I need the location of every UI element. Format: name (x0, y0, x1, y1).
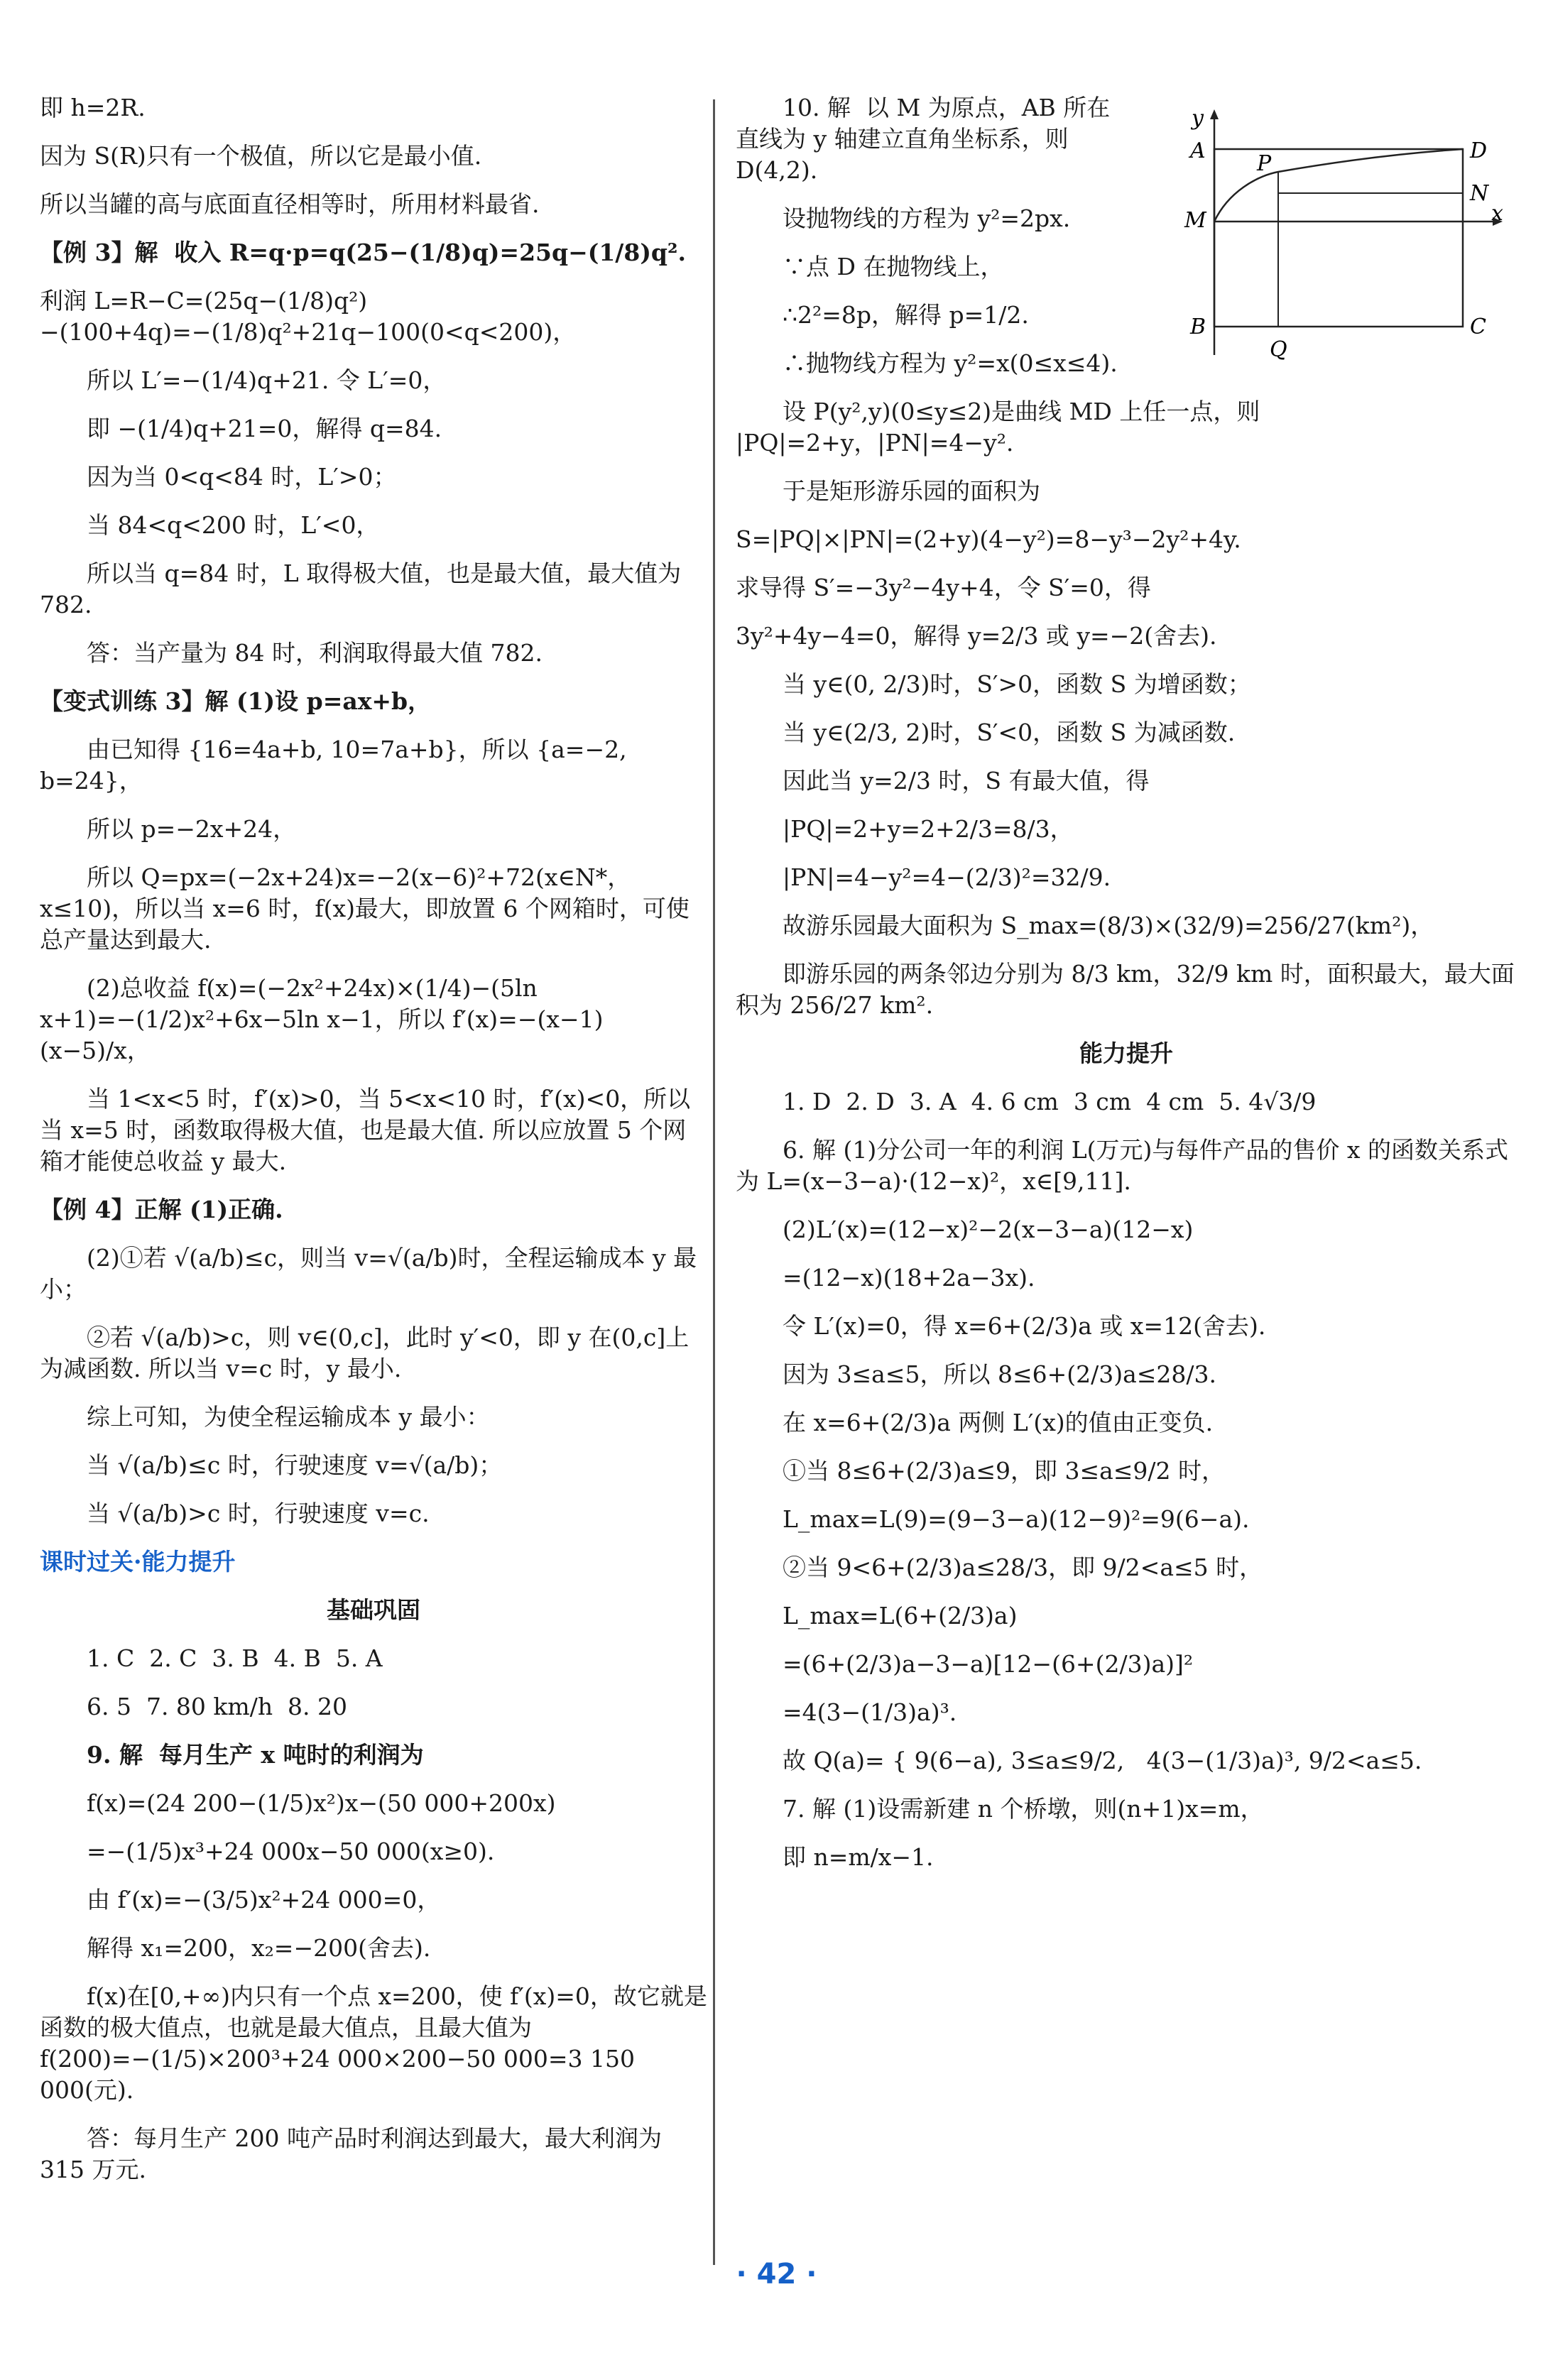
example-3-heading: 【例 3】解 收入 R=q·p=q(25−(1/8)q)=25q−(1/8)q². (40, 239, 686, 266)
text-line: |PN|=4−y²=4−(2/3)²=32/9. (783, 863, 1111, 891)
coordinate-figure (1165, 107, 1505, 369)
text-line: ∴抛物线方程为 y²=x(0≤x≤4). (783, 349, 1118, 377)
rectangle-abcd (1214, 149, 1463, 327)
text-line: ∴2²=8p，解得 p=1/2. (783, 301, 1029, 329)
label-y: y (1192, 107, 1204, 131)
text-line: =4(3−(1/3)a)³. (783, 1698, 957, 1726)
text-line: =(6+(2/3)a−3−a)[12−(6+(2/3)a)]² (783, 1650, 1194, 1678)
text-line: L_max=L(9)=(9−3−a)(12−9)²=9(6−a). (783, 1505, 1250, 1533)
label-b: B (1190, 315, 1206, 339)
answer-list: 6. 5 7. 80 km/h 8. 20 (87, 1693, 348, 1720)
text-line: 由 f′(x)=−(3/5)x²+24 000=0， (87, 1886, 441, 1914)
text-line: 当 √(a/b)>c 时，行驶速度 v=c. (87, 1500, 430, 1527)
text-line: 当 84<q<200 时，L′<0， (87, 511, 380, 539)
text-line: (2)L′(x)=(12−x)²−2(x−3−a)(12−x) (783, 1216, 1194, 1243)
text-line: 即 −(1/4)q+21=0，解得 q=84. (87, 415, 442, 442)
text-line: 因为当 0<q<84 时，L′>0； (87, 463, 397, 491)
page-number: · 42 · (736, 2258, 817, 2291)
text-line: 令 L′(x)=0，得 x=6+(2/3)a 或 x=12(舍去). (783, 1312, 1266, 1340)
text-line: 解得 x₁=200，x₂=−200(舍去). (87, 1934, 431, 1962)
label-m: M (1184, 208, 1206, 233)
subsection-advanced: 能力提升 (1079, 1039, 1173, 1067)
text-line: 答：当产量为 84 时，利润取得最大值 782. (87, 639, 543, 667)
y-axis-arrow (1210, 109, 1219, 119)
label-p: P (1257, 151, 1272, 176)
problem-7-text: 7. 解 (1)设需新建 n 个桥墩，则(n+1)x=m， (783, 1795, 1264, 1823)
text-line: 因此当 y=2/3 时，S 有最大值，得 (783, 767, 1150, 795)
text-line: |PQ|=2+y=2+2/3=8/3， (783, 815, 1074, 843)
example-4-heading: 【例 4】正解 (1)正确. (40, 1196, 283, 1223)
subsection-basic: 基础巩固 (327, 1596, 420, 1624)
text-line: 所以 p=−2x+24， (87, 815, 297, 843)
answer-list: 1. D 2. D 3. A 4. 6 cm 3 cm 4 cm 5. 4√3/9 (783, 1088, 1317, 1115)
text-line: (2)总收益 f(x)=(−2x²+24x)×(1/4)−(5ln x+1)=−(1/2)x²+6x−5ln x−1，所以 f′(x)=−(x−1)(x−5)/x， (40, 974, 604, 1064)
text-line: (2)①若 √(a/b)≤c，则当 v=√(a/b)时，全程运输成本 y 最小； (40, 1244, 697, 1303)
text-line: 当 √(a/b)≤c 时，行驶速度 v=√(a/b)； (87, 1451, 503, 1479)
text-line: f(x)在[0,+∞)内只有一个点 x=200，使 f′(x)=0，故它就是函数的极大值点，也就是最大值点，且最大值为 f(200)=−(1/5)×200³+24 000×200−50 000=3 150 000(元). (40, 1982, 707, 2104)
answer-list: 1. C 2. C 3. B 4. B 5. A (87, 1644, 383, 1672)
label-d: D (1470, 138, 1488, 163)
problem-9-heading: 9. 解 每月生产 x 吨时的利润为 (87, 1741, 424, 1769)
text-line: 所以 L′=−(1/4)q+21. 令 L′=0， (87, 366, 447, 394)
text-line: 当 y∈(0, 2/3)时，S′>0，函数 S 为增函数； (783, 670, 1251, 698)
text-line: 故游乐园最大面积为 S_max=(8/3)×(32/9)=256/27(km²)， (783, 912, 1434, 939)
text-line: 当 1<x<5 时，f′(x)>0，当 5<x<10 时，f′(x)<0，所以当 x=5 时，函数取得极大值，也是最大值. 所以应放置 5 个网箱才能使总收益 y 最大. (40, 1085, 691, 1175)
text-line: S=|PQ|×|PN|=(2+y)(4−y²)=8−y³−2y²+4y. (736, 525, 1241, 553)
text-line: 所以 Q=px=(−2x+24)x=−2(x−6)²+72(x∈N*，x≤10)，所以当 x=6 时，f(x)最大，即放置 6 个网箱时，可使总产量达到最大. (40, 863, 690, 954)
text-line: ②若 √(a/b)>c，则 v∈(0,c]，此时 y′<0，即 y 在(0,c]上为减函数. 所以当 v=c 时，y 最小. (40, 1323, 690, 1382)
problem-6-text: 6. 解 (1)分公司一年的利润 L(万元)与每件产品的售价 x 的函数关系式为 L=(x−3−a)·(12−x)²，x∈[9,11]. (736, 1136, 1508, 1195)
section-title: 课时过关·能力提升 (40, 1548, 236, 1576)
left-column (40, 92, 707, 2202)
label-n: N (1470, 181, 1489, 206)
text-line: 因为 S(R)只有一个极值，所以它是最小值. (40, 142, 482, 170)
text-line: 利润 L=R−C=(25q−(1/8)q²)−(100+4q)=−(1/8)q²+21q−100(0<q<200)， (40, 287, 577, 346)
text-line: 在 x=6+(2/3)a 两侧 L′(x)的值由正变负. (783, 1409, 1214, 1436)
text-line: L_max=L(6+(2/3)a) (783, 1602, 1018, 1630)
text-line: 答：每月生产 200 吨产品时利润达到最大，最大利润为 315 万元. (40, 2124, 670, 2183)
text-line: 综上可知，为使全程运输成本 y 最小： (87, 1403, 490, 1431)
text-line: ②当 9<6+(2/3)a≤28/3，即 9/2<a≤5 时， (783, 1554, 1263, 1581)
label-c: C (1470, 315, 1486, 339)
column-divider (713, 99, 715, 2265)
text-line: 即 n=m/x−1. (783, 1843, 934, 1871)
text-line: =(12−x)(18+2a−3x). (783, 1264, 1035, 1292)
parabola-md (1214, 149, 1463, 222)
text-line: 设 P(y²,y)(0≤y≤2)是曲线 MD 上任一点，则 |PQ|=2+y，|PN|=4−y². (736, 398, 1268, 457)
text-line: f(x)=(24 200−(1/5)x²)x−(50 000+200x) (87, 1789, 556, 1817)
text-line: 由已知得 {16=4a+b, 10=7a+b}，所以 {a=−2, b=24}， (40, 736, 635, 795)
label-a: A (1190, 138, 1206, 163)
text-line: 因为 3≤a≤5，所以 8≤6+(2/3)a≤28/3. (783, 1360, 1217, 1388)
text-line: 设抛物线的方程为 y²=2px. (783, 204, 1071, 232)
text-line: ∵点 D 在抛物线上， (783, 253, 1004, 280)
text-line: 所以当 q=84 时，L 取得极大值，也是最大值，最大值为 782. (40, 559, 689, 618)
text-line: 即游乐园的两条邻边分别为 8/3 km，32/9 km 时，面积最大，最大面积为 256/27 km². (736, 960, 1515, 1019)
problem-10-heading: 10. 解 以 M 为原点，AB 所在直线为 y 轴建立直角坐标系，则 D(4,2). (736, 94, 1111, 184)
text-line: =−(1/5)x³+24 000x−50 000(x≥0). (87, 1838, 495, 1865)
variant-training-3-heading: 【变式训练 3】解 (1)设 p=ax+b， (40, 687, 432, 715)
text-line: 3y²+4y−4=0，解得 y=2/3 或 y=−2(舍去). (736, 622, 1217, 650)
text-line: 当 y∈(2/3, 2)时，S′<0，函数 S 为减函数. (783, 719, 1236, 746)
label-x: x (1491, 201, 1503, 226)
text-line: 于是矩形游乐园的面积为 (783, 477, 1040, 505)
piecewise-function: 故 Q(a)= { 9(6−a), 3≤a≤9/2, 4(3−(1/3)a)³, 9/2<a≤5. (783, 1747, 1422, 1774)
text-line: 即 h=2R. (40, 94, 146, 121)
text-line: 所以当罐的高与底面直径相等时，所用材料最省. (40, 190, 540, 218)
text-line: 求导得 S′=−3y²−4y+4，令 S′=0，得 (736, 574, 1151, 601)
text-line: ①当 8≤6+(2/3)a≤9，即 3≤a≤9/2 时， (783, 1457, 1226, 1485)
label-q: Q (1270, 337, 1287, 362)
